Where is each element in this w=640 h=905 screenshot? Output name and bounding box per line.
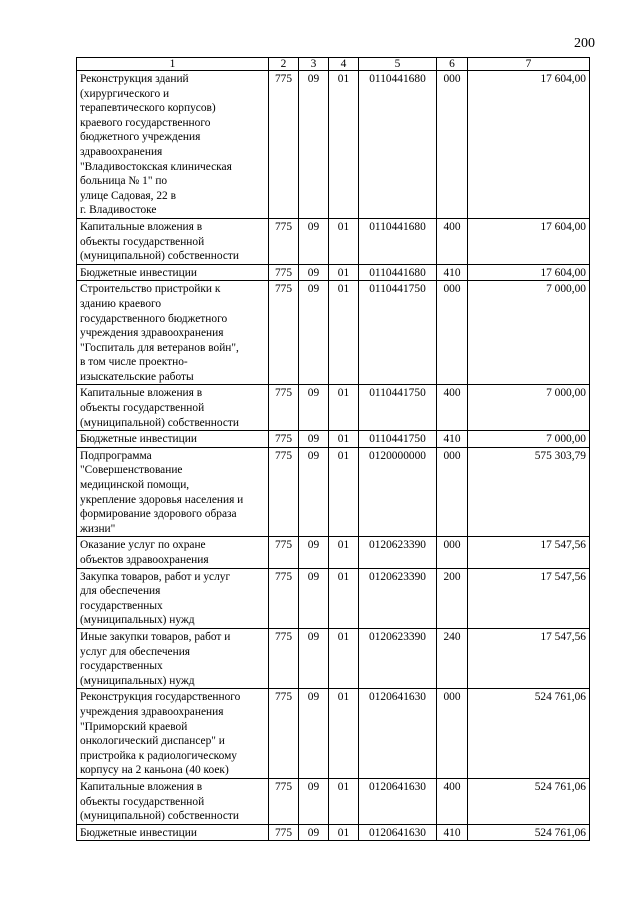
table-row	[77, 778, 590, 824]
header-col-7: 7	[468, 58, 590, 71]
row-amount: 17 547,56	[468, 568, 590, 628]
row-amount: 17 604,00	[468, 264, 590, 281]
row-expense-type-code: 000	[437, 281, 468, 385]
header-col-4: 4	[329, 58, 359, 71]
row-subsection-code: 01	[329, 431, 359, 448]
table-row	[77, 689, 590, 779]
row-ministry-code: 775	[269, 281, 299, 385]
row-subsection-code: 01	[329, 71, 359, 219]
row-name: Закупка товаров, работ и услуг для обеспечения государственных (муниципальных) нужд	[77, 568, 269, 628]
row-subsection-code: 01	[329, 447, 359, 537]
header-col-3: 3	[299, 58, 329, 71]
table-row	[77, 264, 590, 281]
header-col-1: 1	[77, 58, 269, 71]
row-section-code: 09	[299, 431, 329, 448]
table-row	[77, 568, 590, 628]
row-name: Бюджетные инвестиции	[77, 431, 269, 448]
row-ministry-code: 775	[269, 778, 299, 824]
row-amount: 17 604,00	[468, 218, 590, 264]
table-row	[77, 385, 590, 431]
row-target-code: 0120623390	[359, 628, 437, 688]
row-section-code: 09	[299, 385, 329, 431]
row-name: Подпрограмма "Совершенствование медицинской помощи, укрепление здоровья населения и формирование здорового образа жизни"	[77, 447, 269, 537]
row-expense-type-code: 000	[437, 447, 468, 537]
row-section-code: 09	[299, 218, 329, 264]
row-ministry-code: 775	[269, 447, 299, 537]
row-ministry-code: 775	[269, 628, 299, 688]
row-expense-type-code: 000	[437, 71, 468, 219]
row-target-code: 0110441750	[359, 281, 437, 385]
row-section-code: 09	[299, 778, 329, 824]
row-subsection-code: 01	[329, 628, 359, 688]
row-target-code: 0110441680	[359, 218, 437, 264]
page-number: 200	[574, 36, 595, 51]
row-section-code: 09	[299, 628, 329, 688]
table-row	[77, 824, 590, 841]
row-amount: 575 303,79	[468, 447, 590, 537]
row-subsection-code: 01	[329, 385, 359, 431]
row-name: Капитальные вложения в объекты государственной (муниципальной) собственности	[77, 778, 269, 824]
table-row	[77, 628, 590, 688]
row-subsection-code: 01	[329, 824, 359, 841]
row-ministry-code: 775	[269, 824, 299, 841]
row-amount: 524 761,06	[468, 824, 590, 841]
header-col-2: 2	[269, 58, 299, 71]
row-target-code: 0120641630	[359, 778, 437, 824]
row-subsection-code: 01	[329, 689, 359, 779]
row-target-code: 0120000000	[359, 447, 437, 537]
row-ministry-code: 775	[269, 264, 299, 281]
table-header	[77, 58, 590, 71]
row-target-code: 0110441750	[359, 431, 437, 448]
row-subsection-code: 01	[329, 281, 359, 385]
header-col-5: 5	[359, 58, 437, 71]
row-section-code: 09	[299, 447, 329, 537]
row-target-code: 0120641630	[359, 689, 437, 779]
row-expense-type-code: 400	[437, 218, 468, 264]
row-subsection-code: 01	[329, 264, 359, 281]
row-subsection-code: 01	[329, 778, 359, 824]
row-expense-type-code: 400	[437, 385, 468, 431]
row-amount: 524 761,06	[468, 778, 590, 824]
row-subsection-code: 01	[329, 537, 359, 568]
row-expense-type-code: 410	[437, 431, 468, 448]
row-target-code: 0110441680	[359, 264, 437, 281]
row-name: Бюджетные инвестиции	[77, 824, 269, 841]
row-name: Капитальные вложения в объекты государственной (муниципальной) собственности	[77, 218, 269, 264]
budget-table	[76, 57, 590, 841]
row-name: Оказание услуг по охране объектов здравоохранения	[77, 537, 269, 568]
row-ministry-code: 775	[269, 537, 299, 568]
row-expense-type-code: 200	[437, 568, 468, 628]
row-target-code: 0120623390	[359, 537, 437, 568]
row-expense-type-code: 000	[437, 537, 468, 568]
row-name: Бюджетные инвестиции	[77, 264, 269, 281]
table-row	[77, 431, 590, 448]
row-target-code: 0120641630	[359, 824, 437, 841]
row-name: Иные закупки товаров, работ и услуг для обеспечения государственных (муниципальных) нужд	[77, 628, 269, 688]
row-name: Реконструкция зданий (хирургического и терапевтического корпусов) краевого государственного бюджетного учреждения здравоохранения "Владивостокская клиническая больница № 1" по улице Садовая, 22 в г. Владивостоке	[77, 71, 269, 219]
row-ministry-code: 775	[269, 689, 299, 779]
row-amount: 17 604,00	[468, 71, 590, 219]
row-amount: 7 000,00	[468, 431, 590, 448]
table-row	[77, 537, 590, 568]
row-amount: 17 547,56	[468, 628, 590, 688]
row-subsection-code: 01	[329, 568, 359, 628]
row-section-code: 09	[299, 689, 329, 779]
table-row	[77, 281, 590, 385]
row-section-code: 09	[299, 281, 329, 385]
table-row	[77, 447, 590, 537]
row-expense-type-code: 000	[437, 689, 468, 779]
row-section-code: 09	[299, 568, 329, 628]
row-amount: 7 000,00	[468, 281, 590, 385]
header-col-6: 6	[437, 58, 468, 71]
row-expense-type-code: 240	[437, 628, 468, 688]
row-amount: 17 547,56	[468, 537, 590, 568]
row-subsection-code: 01	[329, 218, 359, 264]
row-name: Капитальные вложения в объекты государственной (муниципальной) собственности	[77, 385, 269, 431]
row-target-code: 0110441750	[359, 385, 437, 431]
row-ministry-code: 775	[269, 71, 299, 219]
row-expense-type-code: 400	[437, 778, 468, 824]
row-ministry-code: 775	[269, 385, 299, 431]
header-row	[77, 58, 590, 71]
row-name: Строительство пристройки к зданию краевого государственного бюджетного учреждения здравоохранения "Госпиталь для ветеранов войн", в том числе проектно- изыскательские работы	[77, 281, 269, 385]
row-expense-type-code: 410	[437, 264, 468, 281]
row-target-code: 0120623390	[359, 568, 437, 628]
table-row	[77, 218, 590, 264]
row-expense-type-code: 410	[437, 824, 468, 841]
row-target-code: 0110441680	[359, 71, 437, 219]
row-amount: 524 761,06	[468, 689, 590, 779]
row-section-code: 09	[299, 537, 329, 568]
row-amount: 7 000,00	[468, 385, 590, 431]
row-section-code: 09	[299, 824, 329, 841]
table-row	[77, 71, 590, 219]
row-ministry-code: 775	[269, 568, 299, 628]
row-section-code: 09	[299, 71, 329, 219]
row-ministry-code: 775	[269, 431, 299, 448]
table-body	[77, 71, 590, 841]
row-section-code: 09	[299, 264, 329, 281]
row-name: Реконструкция государственного учреждения здравоохранения "Приморский краевой онкологический диспансер" и пристройка к радиологическому корпусу на 2 каньона (40 коек)	[77, 689, 269, 779]
row-ministry-code: 775	[269, 218, 299, 264]
